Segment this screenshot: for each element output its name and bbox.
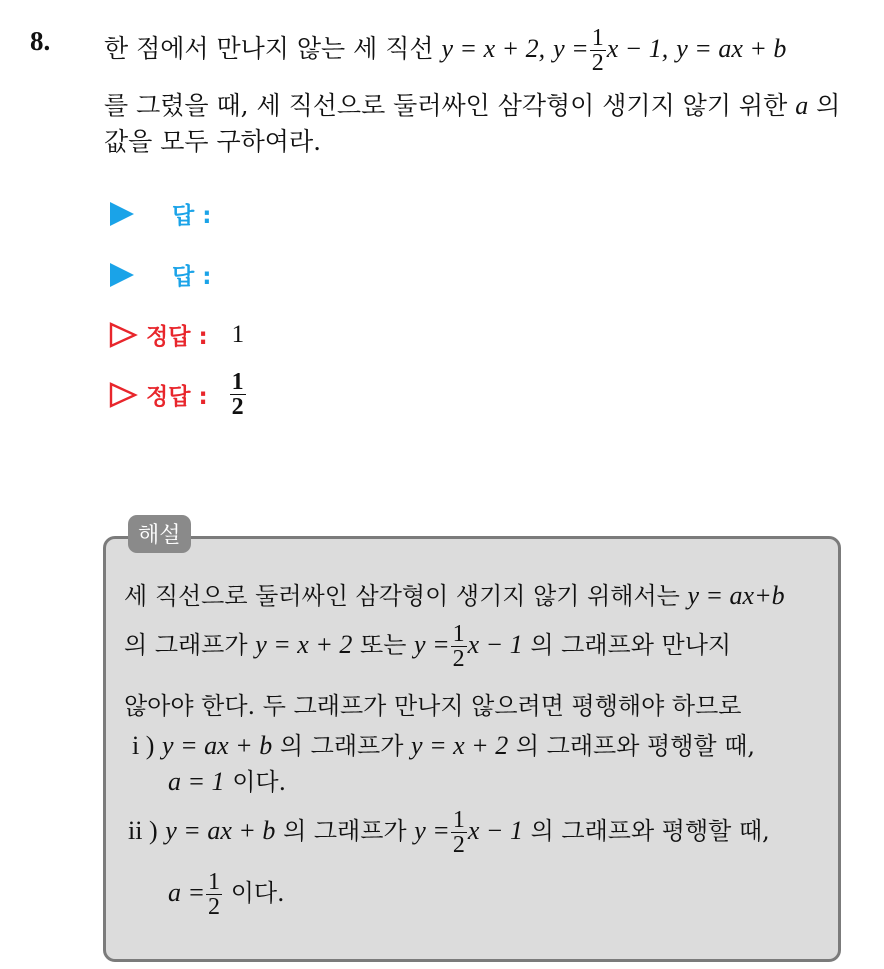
solution-text: 의 그래프와 평행할 때, [530,817,770,845]
solution-equation: x − 1 [467,630,523,659]
case-2-line [128,808,770,857]
variable-a: a [795,91,809,120]
solution-equation: y = [414,630,450,659]
correct-answer-label: 정답 : [146,324,208,350]
solution-equation: y = x + 2 [255,630,353,659]
answer-row-2 [110,258,211,291]
solution-fraction: $\frac{1}{2}$ [452,807,465,858]
equation-1: y = x + 2, [441,34,546,63]
solution-equation: a = 1 [168,767,225,796]
solution-text: 의 그래프가 [124,631,248,659]
equation-2-lhs: y = [553,34,589,63]
solution-text: 의 그래프와 평행할 때, [515,732,756,760]
case-label: i ) [132,731,155,760]
question-line-1 [104,26,786,75]
solution-fraction: $\frac{1}{2}$ [452,621,465,672]
solution-text: 이다. [230,879,285,907]
case-2-result [168,870,285,919]
correct-answer-label: 정답 : [146,384,208,410]
solution-text: 또는 [360,631,407,659]
equation-3: y = ax + b [676,34,787,63]
answer-row-1 [110,197,211,230]
correct-answer-value: 1 [231,320,245,348]
play-triangle-icon [110,202,134,226]
equation-2-rhs: x − 1, [606,34,669,63]
solution-tag: 해설 [128,515,191,553]
equation-2-fraction: $\frac{1}{2}$ [591,25,604,76]
question-line-3: 값을 모두 구하여라. [104,127,322,156]
outline-triangle-icon [108,381,138,409]
solution-equation: y = ax + b [162,731,273,760]
play-triangle-icon [110,263,134,287]
question-line-2 [104,86,840,122]
case-1-result [168,762,286,797]
solution-text: 의 그래프가 [279,732,404,760]
question-text: 한 점에서 만나지 않는 세 직선 [104,34,434,63]
solution-line-1 [124,576,785,611]
solution-equation: a = [168,878,206,907]
answer-label: 답 : [172,203,212,229]
solution-equation: y = ax + b [165,816,276,845]
solution-line-2 [124,622,731,671]
question-text-2-end: 의 [816,91,841,120]
question-number: 8. [30,26,51,56]
solution-text: 의 그래프가 [283,817,407,845]
solution-equation: y = ax+b [687,581,785,610]
case-1-line [132,726,755,761]
outline-triangle-icon [108,321,138,349]
correct-answer-row-1 [108,318,244,351]
correct-answer-fraction: $\frac{1}{2}$ [231,369,244,420]
answer-label: 답 : [172,264,212,290]
case-label: ii ) [128,816,158,845]
solution-equation: x − 1 [467,816,523,845]
correct-answer-row-2 [108,370,247,419]
solution-line-3: 않아야 한다. 두 그래프가 만나지 않으려면 평행해야 하므로 [124,692,742,720]
solution-text: 의 그래프와 만나지 [530,631,732,659]
question-text-2: 를 그렸을 때, 세 직선으로 둘러싸인 삼각형이 생기지 않기 위한 [104,91,788,120]
solution-text: 세 직선으로 둘러싸인 삼각형이 생기지 않기 위해서는 [124,582,680,610]
solution-equation: y = [414,816,450,845]
solution-fraction: $\frac{1}{2}$ [208,869,221,920]
solution-text: 이다. [232,768,287,796]
solution-equation: y = x + 2 [411,731,509,760]
